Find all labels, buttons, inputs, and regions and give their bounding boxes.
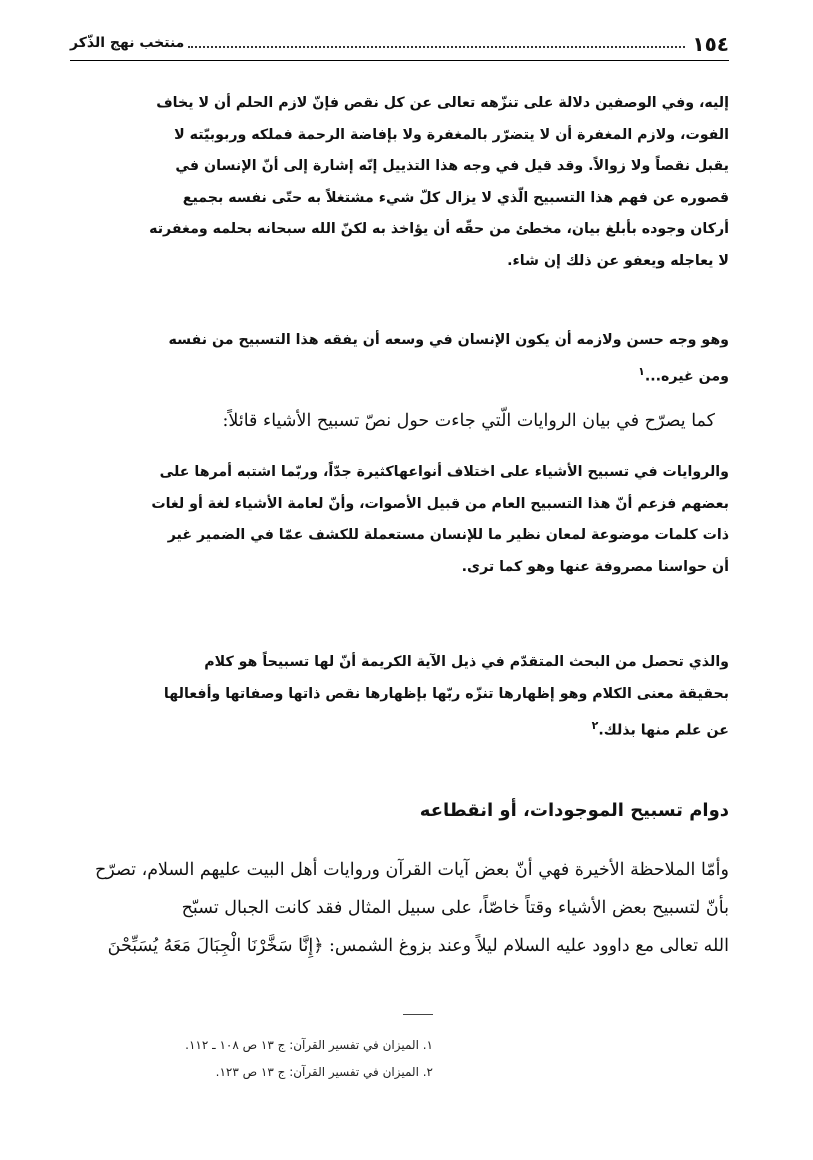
quote-3-last-line xyxy=(80,710,729,747)
footnote-separator xyxy=(403,1014,433,1015)
running-header xyxy=(70,30,729,61)
quote-1-line: لا يعاجله ويعفو عن ذلك إن شاء. xyxy=(507,252,729,269)
body-paragraph xyxy=(80,851,729,965)
quote-continuation-text: ومن غيره... xyxy=(644,368,729,385)
quote-block-2 xyxy=(80,457,729,583)
quote-2-line: والروايات في تسبيح الأشياء على اختلاف أنواعهاكثيرة جدّاً، وربّما اشتبه أمرها على xyxy=(159,464,729,480)
body-line: بأنّ لتسبيح بعض الأشياء وقتاً خاصّاً، على سبيل المثال فقد كانت الجبال تسبّح xyxy=(181,898,729,918)
page-number: ١٥٤ xyxy=(692,32,729,56)
book-title: منتخب نهج الذّكر xyxy=(70,35,185,51)
footnote-2: ٢. الميزان في تفسير القرآن: ج ١٣ ص ١٢٣. xyxy=(215,1065,433,1079)
quote-2-line: أن حواسنا مصروفة عنها وهو كما ترى. xyxy=(461,558,729,575)
section-heading: دوام تسبيح الموجودات، أو انقطاعه xyxy=(419,800,729,821)
quote-3-line: عن علم منها بذلك. xyxy=(598,722,729,739)
quote-continuation-line: وهو وجه حسن ولازمه أن يكون الإنسان في وسعه أن يفقه هذا التسبيح من نفسه xyxy=(168,332,729,348)
quote-1-line: يقبل نقصاً ولا زوالاً. وقد قيل في وجه هذا التذييل إنّه إشارة إلى أنّ الإنسان في xyxy=(175,158,729,174)
quote-block-1 xyxy=(80,88,729,277)
quote-3-line: والذي تحصل من البحث المتقدّم في ذيل الآية الكريمة أنّ لها تسبيحاً هو كلام xyxy=(204,654,729,670)
body-line: وأمّا الملاحظة الأخيرة فهي أنّ بعض آيات القرآن وروايات أهل البيت عليهم السلام، تصرّح xyxy=(95,860,729,880)
footnote-ref-1[interactable]: ١ xyxy=(638,365,645,378)
quote-1-line: الفوت، ولازم المغفرة أن لا يتضرّر بالمغفرة ولا بإفاضة الرحمة فملكه وربوبيّته لا xyxy=(174,126,729,143)
quote-2-line: بعضهم فزعم أنّ هذا التسبيح العام من قبيل الأصوات، وأنّ لعامة الأشياء لغة أو لغات xyxy=(151,495,729,512)
header-dot-leader xyxy=(188,46,685,48)
quote-2-line: ذات كلمات موضوعة لمعان نظير ما للإنسان مستعملة للكشف عمّا في الضمير غير xyxy=(167,527,729,543)
footnote-ref-2[interactable]: ٢ xyxy=(591,719,599,732)
footnotes xyxy=(60,1032,433,1086)
intro-sentence: كما يصرّح في بيان الروايات الّتي جاءت حول نصّ تسبيح الأشياء قائلاً: xyxy=(222,411,715,431)
quote-block-3 xyxy=(80,647,729,747)
body-line: الله تعالى مع داوود عليه السلام ليلاً وعند بزوغ الشمس: ﴿إِنَّا سَخَّرْنَا الْجِبَالَ مَعَهُ يُسَبِّحْنَ xyxy=(107,936,729,956)
quote-1-line: قصوره عن فهم هذا التسبيح الّذي لا يزال كلّ شيء مشتغلاً به حتّى نفسه بجميع xyxy=(182,189,729,206)
quote-1-line: إليه، وفي الوصفين دلالة على تنزّهه تعالى عن كل نقص فإنّ لازم الحلم أن لا يخاف xyxy=(156,95,729,111)
footnote-1: ١. الميزان في تفسير القرآن: ج ١٣ ص ١٠٨ ـ ١١٢. xyxy=(185,1038,433,1052)
quote-continuation-end xyxy=(80,356,729,393)
quote-3-line: بحقيقة معنى الكلام وهو إظهارها تنزّه ربّها بإظهارها نقص ذاتها وصفاتها وأفعالها xyxy=(163,685,729,702)
quote-1-line: أركان وجوده بأبلغ بيان، مخطئ من حقّه أن يؤاخذ به لكنّ الله سبحانه بحلمه ومغفرته xyxy=(149,221,729,237)
